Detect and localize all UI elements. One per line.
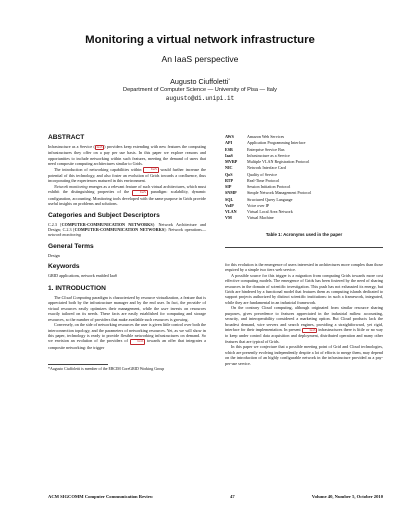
table-divider	[225, 247, 383, 248]
right-paragraph-2: A possible source for this trigger is a migration from computing Grids towards more cost effective computing models. The emergence of Grids has been fostered by the need of sharing resources in the domain of scientific investigation. This push has not exhausted its energy, but Grids are hindered by a functional model that features them as computing islands dedicated to support projects authorized by distinct scientific institutions: in such a framework, integrated, while they are fundamental in an industrial framework.	[225, 272, 383, 305]
acronym-value: Session Initiation Protocol	[247, 184, 291, 190]
iaas-tag: IaaS	[130, 339, 145, 345]
acronym-key: SNMP	[225, 190, 237, 196]
acronym-key: API	[225, 140, 233, 146]
abstract-paragraph-1: Infrastructure as a Service ( IaaS ) providers keep extending with new features the computing infrastructures they offer on a pay per use basis. In this paper we explore reasons and opportunities to include networking within such features, meeting the demand of users that need composite computing architectures similar to Grids.	[48, 144, 206, 167]
iaas-tag: IaaS	[302, 328, 317, 334]
acronym-key: VLAN	[225, 209, 237, 215]
acronym-value: Multiple VLAN Registration Protocol	[247, 159, 310, 165]
acronym-key: SQL	[225, 196, 234, 202]
introduction-heading: 1. INTRODUCTION	[48, 284, 106, 292]
author-block	[0, 76, 400, 103]
acronym-key: NIC	[225, 165, 233, 171]
left-column	[48, 134, 206, 372]
right-paragraph-3: On the contrary Cloud computing, although originated from similar resource sharing purposes, gives precedence to features appreciated in the industrial milieu: accounting, security, and interoperability considered a marketing option. But Cloud products lack the broadest demand, wire servers and search engines, providing a straightforward, yet rigid, interface for their implementation. In present IaaS infrastructures there is little or no way to keep under control data acquisition and deployment, distributed operation and many other features that are typical of Grids.	[225, 305, 383, 344]
abstract-heading: ABSTRACT	[48, 134, 85, 141]
keywords-heading: Keywords	[48, 263, 80, 271]
acronym-value: Network Interface Card	[247, 165, 286, 171]
acronym-row	[225, 215, 383, 221]
acronym-value: Voice over IP	[247, 202, 270, 208]
right-paragraph-1: for this evolution is the emergence of users interested in architectures more complex than those required by a simple two tiers web service.	[225, 261, 383, 273]
acronym-value: Real-Time Protocol	[247, 177, 280, 183]
introduction-paragraph-2: Conversely, on the side of networking resources the user is given little control over both the interconnection topology, and the parameters of networking resources. Yet, as we will show in this paper, technology is ready to provide flexible networking infrastructures on demand. So we envision an evolution of the providers of IaaS towards an offer that integrates a composite networking: the trigger	[48, 322, 206, 350]
paper-subtitle: An IaaS perspective	[161, 54, 239, 64]
author-email: augusto@di.unipi.it	[165, 95, 235, 103]
page-footer	[48, 494, 383, 499]
iaas-tag: IaaS	[132, 190, 147, 196]
abstract-paragraph-3: Network monitoring emerges as a relevant feature of such virtual architectures, which must exhibit the distinguishing properties of the IaaS paradigm: scalability, dynamic configuration, accounting. Monitoring tools developed with the same purpose in Grids provide useful insights on problems and solutions.	[48, 183, 206, 207]
right-paragraph-4: In this paper we conjecture that a possible meeting point of Grid and Cloud technologies, which are presently evolving independently despite a lot of efforts to merge them, may depend on the introduction of an highly configurable network in the infrastructure provided as a pay-per-use service.	[225, 344, 383, 366]
acronym-value: Quality of Service	[247, 171, 278, 177]
acronym-value: Application Programming Interface	[247, 140, 306, 146]
acronyms-table	[225, 134, 383, 222]
footer-volume: Volume 40, Number 5, October 2010	[311, 494, 383, 499]
acronym-value: Virtual Machine	[247, 215, 274, 221]
acronym-key: VM	[225, 215, 232, 221]
keywords-text: GRID applications, network enabled IaaS	[48, 273, 118, 279]
author-affiliation: Department of Computer Science — University of Pisa — Italy	[123, 87, 277, 94]
acronym-key: MVRP	[225, 159, 238, 165]
acronym-key: RTP	[225, 177, 234, 183]
iaas-tag: IaaS	[143, 167, 158, 173]
acronym-key: IaaS	[225, 152, 233, 158]
author-footnote-mark: *	[228, 77, 230, 82]
right-column	[225, 134, 383, 366]
acronym-value: Simple Network Management Protocol	[247, 190, 312, 196]
general-terms-text: Design	[48, 252, 60, 258]
acronym-key: VoIP	[225, 202, 234, 208]
categories-heading: Categories and Subject Descriptors	[48, 211, 160, 219]
acronym-value: Amazon Web Services	[247, 134, 285, 139]
acronym-key: AWS	[225, 134, 234, 139]
abstract-paragraph-2: The introduction of networking capabilities within IaaS would further increase the potential of this technology, and also foster an evolution of Grids towards a confluence, thus incorporating the experiences matured in this environment.	[48, 166, 206, 184]
acronym-value: Enterprise Service Bus	[247, 146, 285, 152]
categories-text: C.2.3 [COMPUTER-COMMUNICATION NETWORKS]: Network Architecture and Design; C.2.3 [COMPUTER-COMMUNICATION NETWORKS]: Network operations—network monitoring	[48, 221, 206, 238]
author-name: Augusto Ciuffoletti	[170, 76, 229, 86]
author-footnote: *Augusto Ciuffoletti is member of the ERCIM CoreGRID Working Group	[48, 367, 165, 372]
acronyms-table-caption: Table 1: Acronyms used in the paper	[265, 231, 343, 237]
iaas-tag: IaaS	[96, 144, 103, 149]
footer-page-number: 47	[230, 494, 235, 499]
acronym-value: Structured Query Language	[247, 196, 293, 202]
footnote-divider	[48, 364, 108, 365]
acronym-key: SIP	[225, 184, 232, 190]
introduction-paragraph-1: The Cloud Computing paradigm is characterized by resource virtualization, a feature that is appreciated both by the infrastructure manager and by the end user. In fact, the provider of virtual resources easily optimizes their management, while the user invests on resources exactly tailored on its needs. These facts are easily established for computing and storage resources, so the number of providers that make available such resources is growing.	[48, 294, 207, 322]
acronym-key: ESB	[225, 146, 233, 152]
general-terms-heading: General Terms	[48, 242, 94, 250]
acronym-value: Virtual Local Area Network	[247, 209, 293, 215]
footer-journal: ACM SIGCOMM Computer Communication Review	[48, 494, 154, 499]
paper-title: Monitoring a virtual network infrastructure	[85, 34, 315, 46]
acronym-value: Infrastructure as a Service	[247, 152, 290, 158]
acronym-key: QoS	[225, 171, 233, 177]
